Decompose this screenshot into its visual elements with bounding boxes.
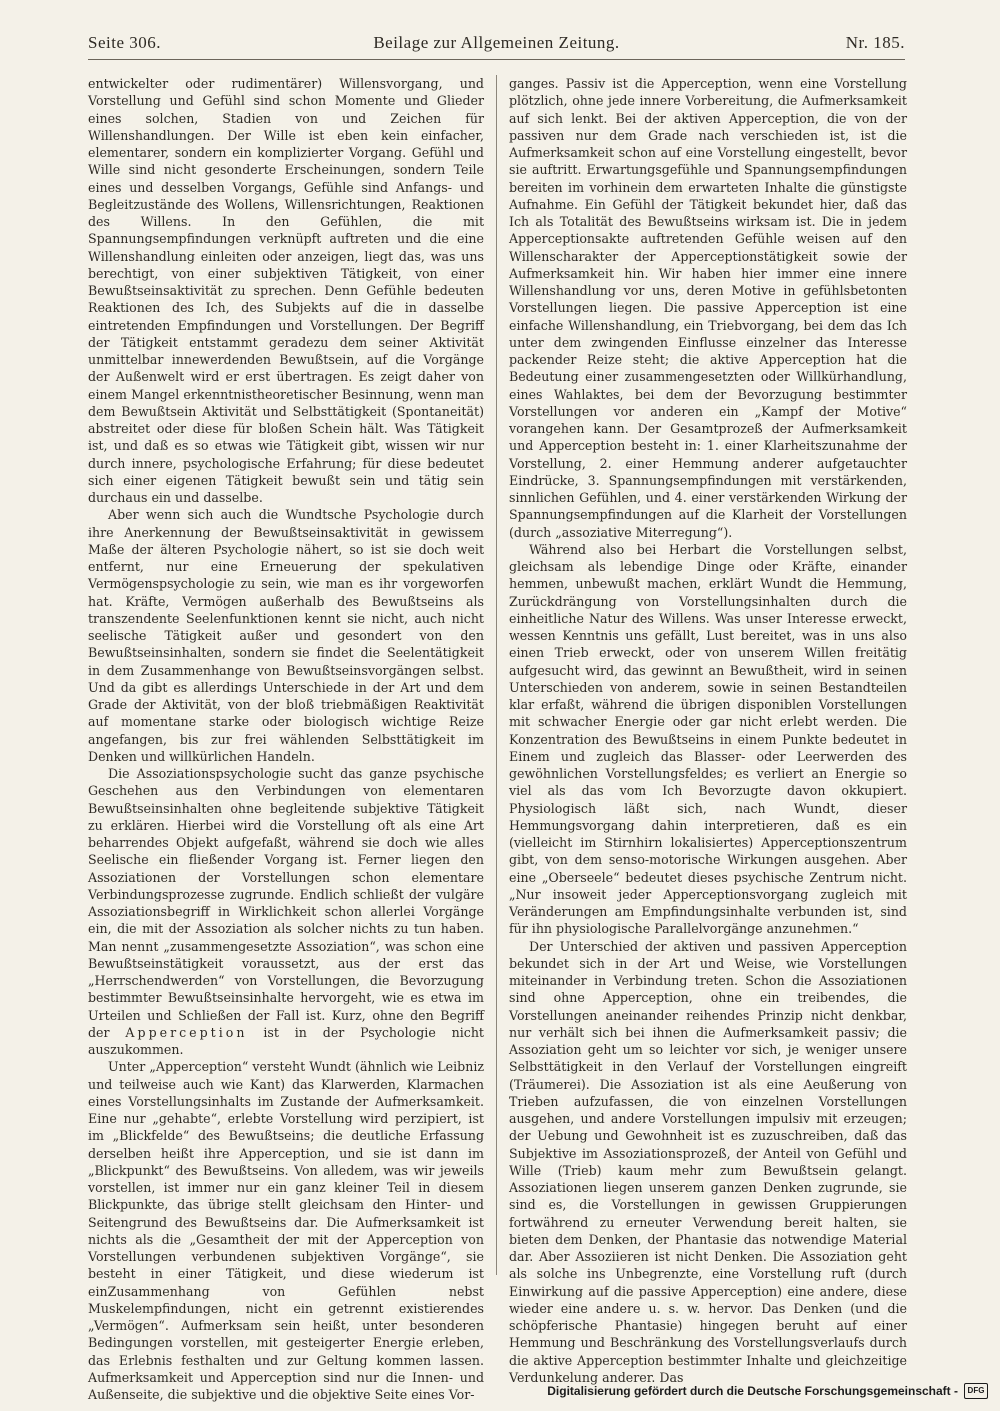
digitization-footer — [547, 1382, 988, 1400]
page-number: Seite 306. — [88, 33, 161, 52]
right-column — [509, 75, 907, 1385]
left-column — [88, 75, 484, 1402]
paragraph: Der Unterschied der aktiven und passiven Apperception bekundet sich in der Art und Weise, wie Vorstellungen miteinander in Verbindung treten. Schon die Assoziationen sind ohne Apperception, ohne ein treibendes, die Vorstellungen aneinander reihendes Prinzip nicht denkbar, nur verhält sich bei ihnen die Aufmerksamkeit passiv; die Assoziation geht um so leichter vor sich, je weniger unsere Selbsttätigkeit in den Verlauf der Vorstellungen eingreift (Träumerei). Die Assoziation ist als eine Aeußerung von Trieben aufzufassen, die von einzelnen Vorstellungen ausgehen, und andere Vorstellungen impulsiv mit erzeugen; der Uebung und Gewohnheit ist es zuzuschreiben, daß das Subjektive im Assoziationsprozeß, der Anteil von Gefühl und Wille (Trieb) kaum mehr zum Bewußtsein gelangt. Assoziationen liegen unserem ganzen Denken zugrunde, sie sind es, die Vorstellungen in gewissen Gruppierungen fortwährend zu erneuter Verwendung bereit halten, sie bieten dem Denken, der Phantasie das notwendige Material dar. Aber Assoziieren ist nicht Denken. Die Assoziation geht als solche ins Unbegrenzte, eine Vorstellung ruft (durch Einwirkung auf die passive Apperception) eine andere, diese wieder eine andere u. s. w. hervor. Das Denken (und die schöpferische Phantasie) hingegen beruht auf einer Hemmung und Beschränkung des Vorstellungsverlaufs durch die aktive Apperception bestimmter Inhalte und gleichzeitige Verdunkelung anderer. Das — [509, 938, 907, 1385]
paragraph: ganges. Passiv ist die Apperception, wenn eine Vorstellung plötzlich, ohne jede innere Vorbereitung, die Aufmerksamkeit auf sich lenkt. Bei der aktiven Apperception, die von der passiven nur dem Grade nach verschieden ist, ist die Aufmerksamkeit schon auf eine Vorstellung eingestellt, bevor sie auftritt. Erwartungsgefühle und Spannungsempfindungen bereiten im vorhinein dem erwarteten Inhalte die günstigste Aufnahme. Ein Gefühl der Tätigkeit bekundet hier, daß das Ich als Totalität des Bewußtseins wirksam ist. Die in jedem Apperceptionsakte auftretenden Gefühle weisen auf den Willenscharakter der Apperceptionstätigkeit sowie der Aufmerksamkeit hin. Wir haben hier immer eine innere Willenshandlung vor uns, deren Motive in gefühlsbetonten Vorstellungen liegen. Die passive Apperception ist eine einfache Willenshandlung, ein Triebvorgang, bei dem das Ich unter dem zwingenden Einflusse einzelner das Interesse packender Reize steht; die aktive Apperception hat die Bedeutung einer zusammengesetzten oder Willkürhandlung, eines Wahlaktes, bei dem der Bevorzugung bestimmter Vorstellungen vor anderen ein „Kampf der Motive“ vorangehen kann. Der Gesamtprozeß der Aufmerksamkeit und Apperception besteht in: 1. einer Klarheitszunahme der Vorstellung, 2. einer Hemmung anderer aufgetauchter Eindrücke, 3. Spannungsempfindungen mit verstärkenden, sinnlichen Gefühlen, und 4. einer verstärkenden Wirkung der Spannungsempfindungen auf die Klarheit der Vorstellungen (durch „assoziative Miterregung“). — [509, 76, 907, 540]
issue-number: Nr. 185. — [845, 33, 905, 52]
footer-credit: Digitalisierung gefördert durch die Deutsche Forschungsgemeinschaft - — [547, 1384, 958, 1398]
paragraph: Aber wenn sich auch die Wundtsche Psychologie durch ihre Anerkennung der Bewußtseinsaktivität in gewissem Maße der älteren Psychologie nähert, so ist sie doch weit entfernt, nur eine Erneuerung der spekulativen Vermögenspsychologie zu sein, wie man es ihr vorgeworfen hat. Kräfte, Vermögen außerhalb des Bewußtseins als transzendente Seelenfunktionen kennt sie nicht, auch nicht seelische Tätigkeit außer und gesondert von den Bewußtseinsinhalten, sondern sie findet die Seelentätigkeit in dem Zusammenhange von Bewußtseinsvorgängen selbst. Und da gibt es allerdings Unterschiede in der Art und dem Grade der Aktivität, von der bloß triebmäßigen Reaktivität auf momentane starke oder biologisch wichtige Reize angefangen, bis zur frei wählenden Selbsttätigkeit im Denken und willkürlichen Handeln. — [88, 507, 484, 764]
column-divider — [496, 75, 497, 1275]
paragraph-text: ist in der Psychologie nicht auszukommen. — [88, 1024, 484, 1057]
paragraph — [88, 765, 484, 1058]
paragraph: Während also bei Herbart die Vorstellungen selbst, gleichsam als lebendige Dinge oder Kräfte, einander hemmen, unbewußt machen, erklärt Wundt die Hemmung, Zurückdrängung von Vorstellungsinhalten durch die einheitliche Natur des Willens. Was unser Interesse erweckt, wessen Kenntnis uns gefällt, Lust bereitet, was in uns also einen Trieb erweckt, oder von unserem Willen freitätig aufgesucht wird, das gewinnt an Bewußtheit, wird in seinen Unterschieden von anderem, sowie in seinen Bestandteilen klar erfaßt, während die übrigen disponiblen Vorstellungen mit schwacher Energie oder gar nicht erlebt werden. Die Konzentration des Bewußtseins in einem Punkte bedeutet in Einem und zugleich das Blasser- oder Leerwerden des gewöhnlichen Vorstellungsfeldes; es verliert an Energie so viel als das vom Ich Bevorzugte davon okkupiert. Physiologisch läßt sich, nach Wundt, dieser Hemmungsvorgang dahin interpretieren, daß es ein (vielleicht im Stirnhirn lokalisiertes) Apperceptionszentrum gibt, von dem senso-motorische Wirkungen ausgehen. Aber eine „Oberseele“ bedeutet dieses psychische Zentrum nicht. „Nur insoweit jeder Apperceptionsvorgang zugleich mit Veränderungen am Empfindungsinhalte verbunden ist, sind für ihn physiologische Parallelvorgänge anzunehmen.“ — [509, 541, 907, 937]
page-header — [88, 33, 905, 57]
paragraph-text: Die Assoziationspsychologie sucht das ganze psychische Geschehen aus den Verbindungen von elementaren Bewußtseinsinhalten ohne begleitende subjektive Tätigkeit zu erklären. Hierbei wird die Vorstellung oft als eine Art beharrendes Objekt aufgefaßt, während sie doch wie alles Seelische ein fließender Vorgang ist. Ferner liegen den Assoziationen der Vorstellungen schon elementare Verbindungsprozesse zugrunde. Endlich schließt der vulgäre Assoziationsbegriff in Wirklichkeit schon allerlei Vorgänge ein, die mit der Assoziation als solcher nichts zu tun haben. Man nennt „zusammengesetzte Assoziation“, was schon eine Bewußtseinstätigkeit voraussetzt, aus der erst das „Herrschendwerden“ von Vorstellungen, die Bevorzugung bestimmter Bewußtseinsinhalte hervorgeht, wie es etwa im Urteilen und Schließen der Fall ist. Kurz, ohne den Begriff der — [88, 766, 484, 1040]
emphasized-term: Apperception — [125, 1024, 248, 1040]
publication-title: Beilage zur Allgemeinen Zeitung. — [373, 33, 620, 52]
paragraph: entwickelter oder rudimentärer) Willensvorgang, und Vorstellung und Gefühl sind schon Momente und Glieder eines solchen, Stadien von und Zeichen für Willenshandlungen. Der Wille ist eben kein einfacher, elementarer, sondern ein komplizierter Vorgang. Gefühl und Wille sind nicht gesonderte Erscheinungen, sondern Teile eines und desselben Vorgangs, Gefühle sind Anfangs- und Begleitzustände des Wollens, Willensrichtungen, Reaktionen des Willens. In den Gefühlen, die mit Spannungsempfindungen verknüpft auftreten und die eine Willenshandlung einleiten oder anzeigen, liegt das, was uns berechtigt, von einer subjektiven Tätigkeit, von einer Bewußtseinsaktivität zu sprechen. Denn Gefühle bedeuten Reaktionen des Ich, des Subjekts auf die in dasselbe eintretenden Empfindungen und Vorstellungen. Der Begriff der Tätigkeit entstammt geradezu dem seiner Aktivität unmittelbar innewerdenden Bewußtsein, auf die Vorgänge der Außenwelt wird er erst übertragen. Es zeigt daher von einem Mangel erkenntnistheoretischer Besinnung, wenn man dem Bewußtsein Aktivität und Selbsttätigkeit (Spontaneität) abstreitet oder diese für bloßen Schein hält. Was Tätigkeit ist, und daß es so etwas wie Tätigkeit gibt, wissen wir nur durch innere, psychologische Erfahrung; für diese bedeutet sich einer eigenen Tätigkeit bewußt sein und tätig sein durchaus ein und dasselbe. — [88, 76, 484, 505]
header-rule — [88, 59, 905, 60]
paragraph: Unter „Apperception“ versteht Wundt (ähnlich wie Leibniz und teilweise auch wie Kant) das Klarwerden, Klarmachen eines Vorstellungsinhalts im Zustande der Aufmerksamkeit. Eine nur „gehabte“, erlebte Vorstellung wird perzipiert, ist im „Blickfelde“ des Bewußtseins; die deutliche Erfassung derselben heißt ihre Apperception, und sie ist dann im „Blickpunkt“ des Bewußtseins. Von alledem, was wir jeweils vorstellen, ist immer nur ein ganz kleiner Teil in diesem Blickpunkte, das übrige stellt gleichsam den Hinter- und Seitengrund des Bewußtseins dar. Die Aufmerksamkeit ist nichts als die „Gesamtheit der mit der Apperception von Vorstellungen verbundenen subjektiven Vorgänge“, sie besteht in einer Tätigkeit, und diese wiederum ist einZusammenhang von Gefühlen nebst Muskelempfindungen, nicht ein getrennt existierendes „Vermögen“. Aufmerksam sein heißt, unter besonderen Bedingungen vorstellen, mit gesteigerter Energie erleben, das Erlebnis festhalten und zur Geltung kommen lassen. Aufmerksamkeit und Apperception sind nur die Innen- und Außenseite, die subjektive und die objektive Seite eines Vor- — [88, 1059, 484, 1402]
dfg-logo-icon: DFG — [964, 1383, 988, 1399]
